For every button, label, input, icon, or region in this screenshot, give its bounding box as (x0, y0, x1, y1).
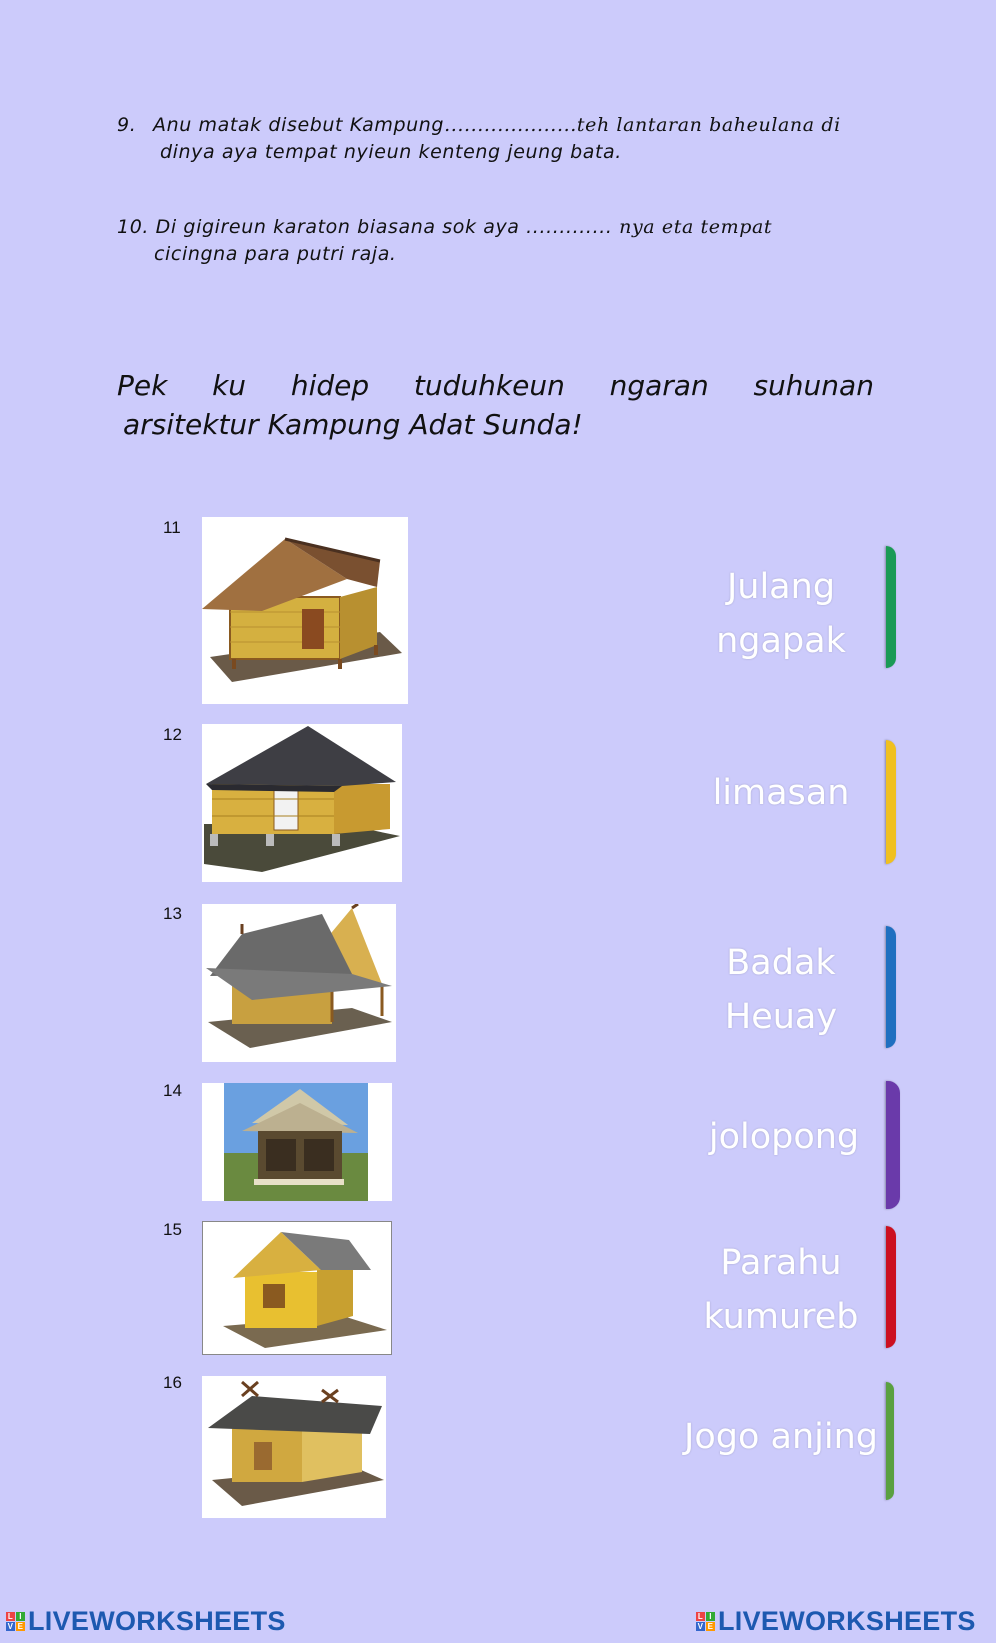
answer-connector-tab[interactable] (886, 740, 896, 864)
answer-option[interactable] (661, 560, 901, 668)
answer-label: limasan (712, 773, 850, 813)
answer-option[interactable] (661, 1410, 901, 1464)
instruction-word: ku (212, 369, 247, 402)
answer-label: ngapak (716, 621, 846, 661)
answer-option[interactable] (661, 766, 901, 820)
liveworksheets-mark-icon: L I V E (7, 1612, 24, 1631)
answer-connector-tab[interactable] (886, 926, 896, 1048)
answer-blank[interactable]: .................... (444, 114, 577, 136)
question-number: 10. (117, 216, 150, 238)
house-small-gable-icon[interactable] (202, 1221, 392, 1355)
question-number: 9. (117, 114, 137, 136)
liveworksheets-mark-icon: L I V E (697, 1612, 714, 1631)
answer-connector-tab[interactable] (886, 546, 896, 668)
question-text: Di gigireun karaton biasana sok aya (155, 216, 520, 238)
instruction-word: hidep (290, 369, 370, 402)
liveworksheets-logo-left (6, 1606, 286, 1637)
instruction-line2: arsitektur Kampung Adat Sunda! (123, 408, 583, 441)
item-number: 13 (163, 904, 182, 923)
answer-connector-tab[interactable] (886, 1382, 894, 1500)
instruction-word: suhunan (753, 369, 874, 402)
item-number: 14 (163, 1081, 182, 1100)
answer-label: Julang (726, 567, 836, 607)
question-text: teh lantaran baheulana di (576, 114, 841, 136)
instruction-word: Pek (117, 369, 168, 402)
answer-option[interactable] (661, 1110, 907, 1164)
instruction-word: ngaran (609, 369, 709, 402)
question-10 (117, 214, 887, 268)
house-hip-roof-icon[interactable] (202, 724, 402, 882)
house-crossed-gable-icon[interactable] (202, 1376, 386, 1518)
instruction-word: tuduhkeun (413, 369, 565, 402)
question-text-line2: dinya aya tempat nyieun kenteng jeung bata. (160, 141, 622, 163)
question-9 (117, 112, 887, 166)
answer-option[interactable] (661, 936, 901, 1044)
answer-option[interactable] (661, 1236, 901, 1344)
answer-label: Parahu (720, 1243, 842, 1283)
logo-text: LIVEWORKSHEETS (28, 1606, 286, 1636)
answer-connector-tab[interactable] (886, 1081, 900, 1209)
answer-label: Badak (726, 943, 836, 983)
house-gable-roof-icon[interactable] (202, 517, 408, 704)
question-text-line2: cicingna para putri raja. (154, 243, 397, 265)
answer-label: Heuay (724, 997, 838, 1037)
item-number: 11 (163, 518, 181, 537)
logo-text: LIVEWORKSHEETS (718, 1606, 976, 1636)
answer-label: Jogo anjing (684, 1417, 878, 1457)
house-thatched-photo-icon[interactable] (202, 1083, 392, 1201)
question-text: Anu matak disebut Kampung (153, 114, 445, 136)
answer-label: kumureb (703, 1297, 859, 1337)
question-text: nya eta tempat (619, 216, 773, 238)
item-number: 15 (163, 1220, 182, 1239)
answer-blank[interactable]: ............. (526, 216, 613, 238)
item-number: 12 (163, 725, 182, 744)
instruction (117, 366, 874, 444)
item-number: 16 (163, 1373, 182, 1392)
answer-label: jolopong (708, 1117, 860, 1157)
answer-connector-tab[interactable] (886, 1226, 896, 1348)
house-badak-heuay-icon[interactable] (202, 904, 396, 1062)
liveworksheets-logo-right (696, 1606, 976, 1637)
